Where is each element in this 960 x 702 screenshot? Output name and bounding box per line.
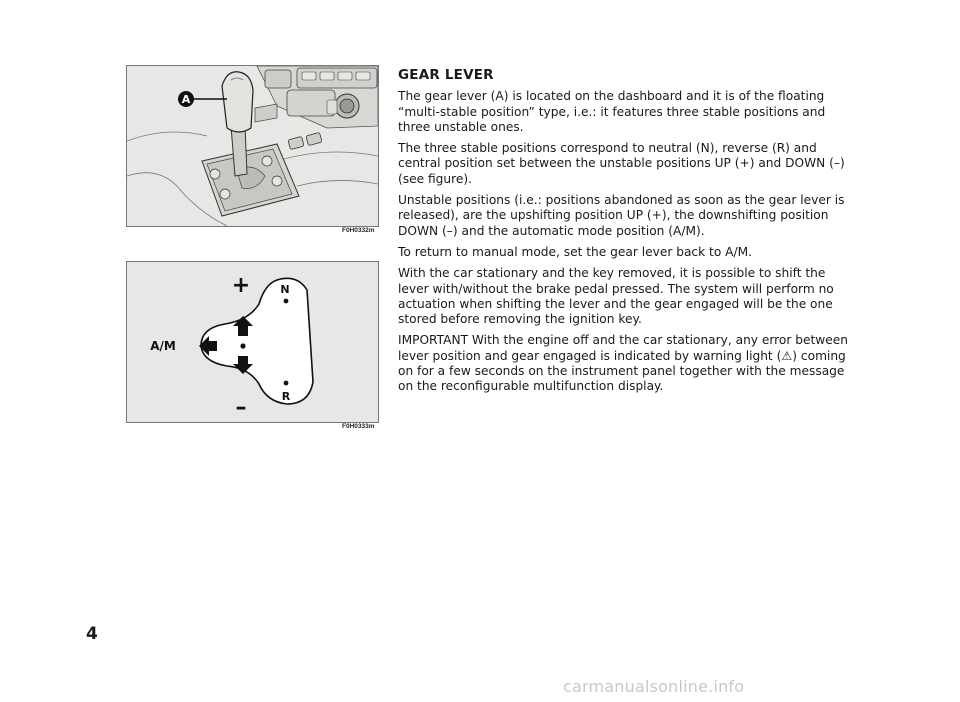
section-title: GEAR LEVER	[398, 67, 494, 83]
center-position-dot	[240, 343, 245, 348]
figure2-caption: F0H0333m	[342, 423, 375, 430]
paragraph: To return to manual mode, set the gear lever back to A/M.	[398, 244, 753, 259]
important-paragraph	[398, 333, 850, 394]
gear-pattern-drawing	[127, 262, 378, 422]
gear-pattern-diagram	[126, 261, 379, 423]
callout-a-label: A	[181, 93, 191, 106]
plus-label: +	[231, 273, 251, 298]
paragraph: With the car stationary and the key removed, it is possible to shift the lever with/without the brake pedal pressed. The system will perform no actuation when shifting the lever and the gear engaged will be the one stored before removing the ignition key.	[398, 266, 834, 327]
important-text-end: ) coming on for a few seconds on the instrument panel together with the message on the reconfigurable multifunction display.	[398, 348, 846, 394]
gear-lever-section	[398, 68, 850, 401]
footer-watermark: carmanualsonline.info	[563, 677, 745, 696]
important-text-start: IMPORTANT With the engine off and the car stationary, any error between lever position and gear engaged is indicated by warning light (	[398, 333, 848, 363]
paragraph: Unstable positions (i.e.: positions abandoned as soon as the gear lever is released), are the upshifting position UP (+), the downshifting position DOWN (–) and the automatic mode position (A/M).	[398, 193, 845, 238]
gear-lever-illustration	[126, 65, 379, 227]
warning-light-icon: ⚠	[781, 348, 793, 363]
paragraph: The three stable positions correspond to neutral (N), reverse (R) and central position set between the unstable positions UP (+) and DOWN (–) (see figure).	[398, 141, 845, 186]
n-label: N	[280, 283, 290, 296]
r-label: R	[281, 390, 291, 403]
gear-lever-drawing	[127, 66, 378, 226]
n-position-dot	[284, 299, 289, 304]
r-position-dot	[284, 381, 289, 386]
minus-label: –	[235, 395, 247, 420]
figure1-caption: F0H0332m	[342, 227, 375, 234]
paragraph: The gear lever (A) is located on the dashboard and it is of the floating “multi-stable position” type, i.e.: it features three stable positions and three unstable ones.	[398, 89, 826, 134]
page-number: 4	[86, 624, 98, 644]
am-label: A/M	[150, 339, 176, 353]
